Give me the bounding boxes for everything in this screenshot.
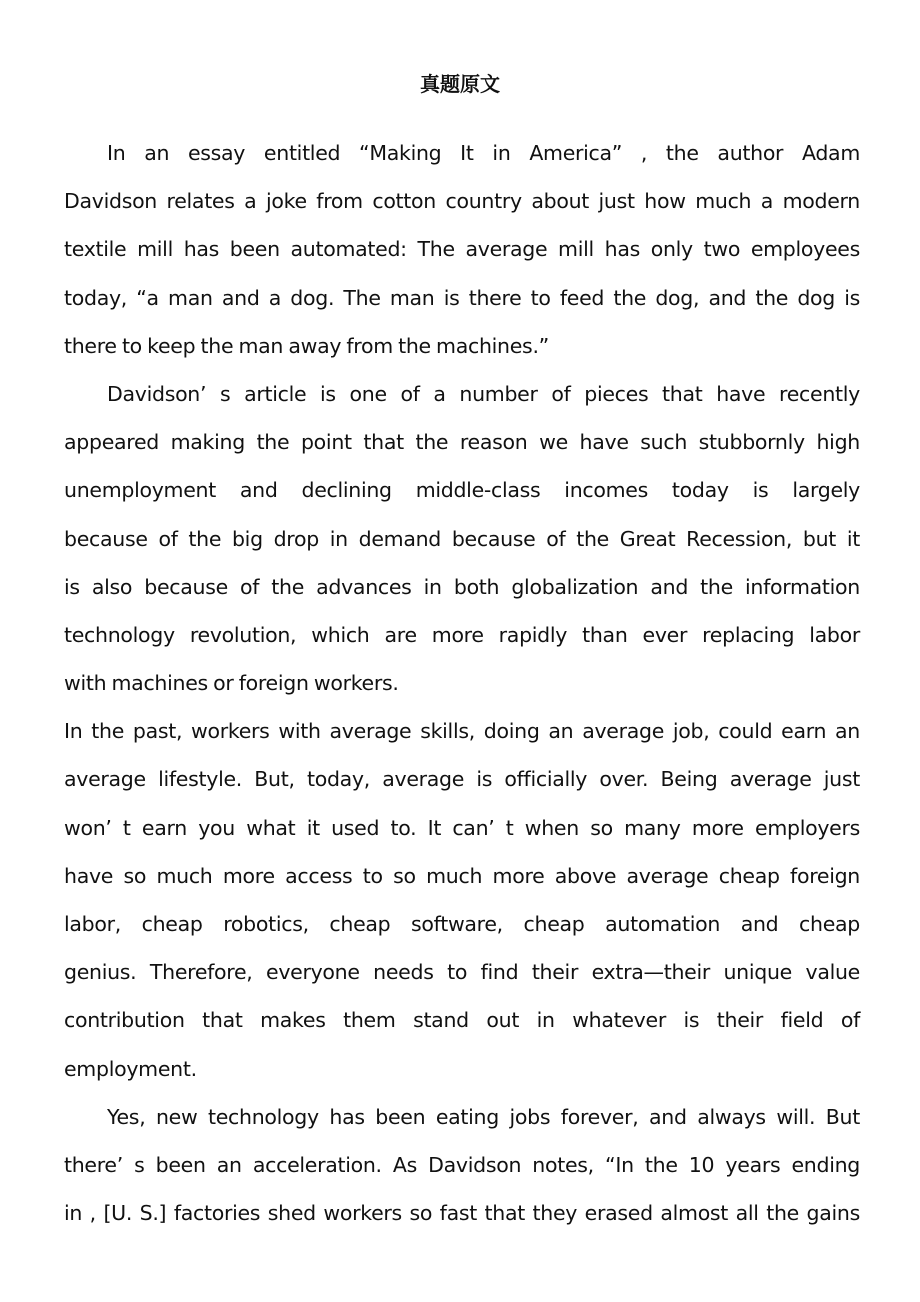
text-line: today, “a man and a dog. The man is there to feed the dog, and the dog is — [64, 285, 860, 310]
text-line: Davidson’ s article is one of a number of pieces that have recently — [107, 381, 860, 406]
text-line: in , [U. S.] factories shed workers so fast that they erased almost all the gains — [64, 1201, 860, 1226]
paragraph — [64, 370, 860, 707]
text-line: contribution that makes them stand out in whatever is their field of — [64, 1008, 860, 1033]
text-line: employment. — [64, 1056, 197, 1081]
paragraph — [64, 707, 860, 1093]
text-line: have so much more access to so much more above average cheap foreign — [64, 863, 860, 888]
document-body — [64, 129, 860, 1237]
text-line: In the past, workers with average skills, doing an average job, could earn an — [64, 719, 860, 744]
paragraph — [64, 129, 860, 370]
text-line: there to keep the man away from the machines.” — [64, 333, 549, 358]
text-line: technology revolution, which are more rapidly than ever replacing labor — [64, 622, 860, 647]
text-line: appeared making the point that the reason we have such stubbornly high — [64, 430, 860, 455]
text-line: with machines or foreign workers. — [64, 671, 399, 696]
text-line: Davidson relates a joke from cotton country about just how much a modern — [64, 189, 860, 214]
document-title: 真题原文 — [420, 72, 500, 96]
text-line: labor, cheap robotics, cheap software, cheap automation and cheap — [64, 912, 860, 936]
text-line: there’ s been an acceleration. As Davidson notes, “In the 10 years ending — [64, 1152, 860, 1177]
text-line: because of the big drop in demand because of the Great Recession, but it — [64, 526, 860, 551]
text-line: unemployment and declining middle-class incomes today is largely — [64, 478, 860, 503]
text-line: average lifestyle. But, today, average is officially over. Being average just — [64, 767, 860, 792]
text-line: won’ t earn you what it used to. It can’ t when so many more employers — [64, 815, 860, 840]
text-line: genius. Therefore, everyone needs to find their extra—their unique value — [64, 960, 860, 985]
text-line: textile mill has been automated: The average mill has only two employees — [64, 237, 860, 262]
text-line: Yes, new technology has been eating jobs forever, and always will. But — [107, 1104, 860, 1129]
paragraph — [64, 1093, 860, 1238]
text-line: is also because of the advances in both globalization and the information — [64, 574, 860, 599]
text-line: In an essay entitled “Making It in America” , the author Adam — [107, 141, 860, 165]
